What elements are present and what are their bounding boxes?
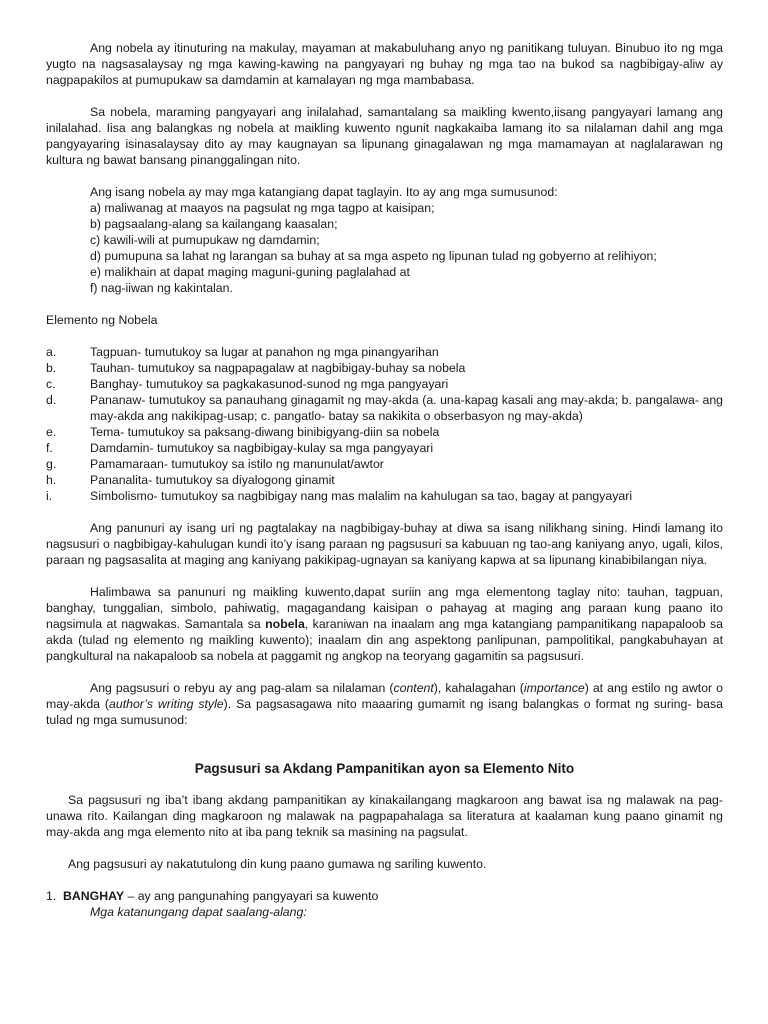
elemento-heading: Elemento ng Nobela [46,313,158,327]
list-item [46,472,723,488]
list-marker: c. [46,377,56,391]
list-marker: a. [46,345,57,359]
katangian-list [46,200,723,296]
list-item [46,440,723,456]
italic-term: importance [523,681,585,695]
bold-term: nobela [265,617,305,631]
list-text: Tauhan- tumutukoy sa nagpapagalaw at nagbibigay-buhay sa nobela [90,361,466,375]
list-item [46,360,723,376]
list-item: b) pagsaalang-alang sa kailangang kaasalan; [90,217,338,231]
intro-paragraph-1: Ang nobela ay itinuturing na makulay, mayaman at makabuluhang anyo ng panitikang tuluyan. Binubuo ito ng mga yugto na nagsasalaysay ng mga kawing-kawing na pangyayari ng buhay ng mga tao na bukod sa nagbibigay-aliw ay nagpapakilos at pumupukaw sa damdamin at kamalayan ng mga mambabasa. [46,41,723,87]
list-marker: d. [46,393,57,407]
list-marker: 1. [46,889,57,903]
list-item: d) pumupuna sa lahat ng larangan sa buhay at sa mga aspeto ng lipunan tulad ng gobyerno at relihiyon; [90,249,657,263]
list-text: Damdamin- tumutukoy sa nagbibigay-kulay sa mga pangyayari [90,441,434,455]
list-marker: i. [46,489,53,503]
list-text: Banghay- tumutukoy sa pagkakasunod-sunod ng mga pangyayari [90,377,449,391]
panunuri-paragraph-3: Ang pagsusuri o rebyu ay ang pag-alam sa nilalaman (content), kahalagahan (importance) at ang estilo ng awtor o may-akda (author’s writing style). Sa pagsasagawa nito maaaring gumamit ng isang balangkas o format ng suring- basa tulad ng mga sumusunod: [46,681,723,727]
list-item: c) kawili-wili at pumupukaw ng damdamin; [90,233,320,247]
list-item [46,488,723,504]
list-item: a) maliwanag at maayos na pagsulat ng mga tagpo at kaisipan; [90,201,435,215]
list-text: Pamamaraan- tumutukoy sa istilo ng manunulat/awtor [90,457,384,471]
list-marker: g. [46,457,57,471]
item-heading: BANGHAY [63,889,125,903]
list-marker: f. [46,441,53,455]
section-title: Pagsusuri sa Akdang Pampanitikan ayon sa Elemento Nito [194,761,575,776]
list-item [46,376,723,392]
section-paragraph-2: Ang pagsusuri ay nakatutulong din kung paano gumawa ng sariling kuwento. [68,857,487,871]
document-page [46,40,723,920]
intro-paragraph-3: Ang isang nobela ay may mga katangiang dapat taglayin. Ito ay ang mga sumusunod: [90,185,558,199]
list-text: Tagpuan- tumutukoy sa lugar at panahon ng mga pinangyarihan [90,345,439,359]
list-text: Pananaw- tumutukoy sa panauhang ginagamit ng may-akda (a. una-kapag kasali ang may-akda; b. pangalawa- ang may-akda ang nakikipag-usap; c. pangatlo- batay sa nakikita o obserbasyon ng may-akda) [90,393,723,423]
elemento-list [46,344,723,504]
list-marker: h. [46,473,57,487]
list-text: Tema- tumutukoy sa paksang-diwang binibigyang-diin sa nobela [90,425,440,439]
list-marker: e. [46,425,57,439]
intro-paragraph-2: Sa nobela, maraming pangyayari ang inilalahad, samantalang sa maikling kwento,iisang pangyayari lamang ang inilalahad. Iisa ang balangkas ng nobela at maikling kuwento ngunit nagkakaiba lamang ito sa nilalaman dahil ang mga pangyayaring isinasalaysay dito ay may kaugnayan sa lipunang ginagalawan ng mga mamamayan at naglalarawan ng kultura ng bawat bansang pinanggalingan nito. [46,105,723,167]
numbered-item-banghay: 1. BANGHAY – ay ang pangunahing pangyayari sa kuwento [46,889,379,903]
list-text: Simbolismo- tumutukoy sa nagbibigay nang mas malalim na kahulugan sa tao, bagay at pangyayari [90,489,633,503]
list-marker: b. [46,361,57,375]
italic-term: content [393,681,434,695]
list-text: Pananalita- tumutukoy sa diyalogong ginamit [90,473,335,487]
list-item [46,392,723,424]
numbered-item-subtext: Mga katanungang dapat saalang-alang: [90,905,307,919]
list-item [46,456,723,472]
panunuri-paragraph-2: Halimbawa sa panunuri ng maikling kuwento,dapat suriin ang mga elementong taglay nito: tauhan, tagpuan, banghay, tunggalian, simbolo, pahiwatig, magagandang kaisipan o pahayag at maging ang paraan kung paano ito nagsimula at nagwakas. Samantala sa nobela, karaniwan na inaalam ang mga katangiang pampanitikang napapaloob sa akda (tulad ng elemento ng maikling kuwento); inaalam din ang aspektong panlipunan, pampolitikal, pangkabuhayan at pangkultural na nakapaloob sa nobela at paggamit ng angkop na teoryang gagamitin sa pagsusuri. [46,585,724,663]
list-item: e) malikhain at dapat maging maguni-guning paglalahad at [90,265,410,279]
list-item [46,424,723,440]
section-paragraph-1: Sa pagsusuri ng iba’t ibang akdang pampanitikan ay kinakailangang magkaroon ang bawat isa ng malawak na pag-unawa rito. Kailangan ding magkaroon ng malawak na pagpapahalaga sa literatura at kaalaman kung paano ginamit ng may-akda ang mga elemento nito at iba pang teknik sa masining na pagsulat. [46,793,723,839]
italic-term: author’s writing style [109,697,224,711]
list-item [46,344,723,360]
panunuri-paragraph-1: Ang panunuri ay isang uri ng pagtalakay na nagbibigay-buhay at diwa sa isang nilikhang sining. Hindi lamang ito nagsusuri o nagbibigay-kahulugan kundi ito’y isang paraan ng pagsusuri sa kabuuan ng tao-ang kaniyang anyo, ugali, kilos, paraan ng pagsasalita at maging ang kaniyang pakikipag-ugnayan sa kaniyang kapwa at sa lipunang kinabibilangan niya. [46,521,723,567]
list-item: f) nag-iiwan ng kakintalan. [90,281,233,295]
